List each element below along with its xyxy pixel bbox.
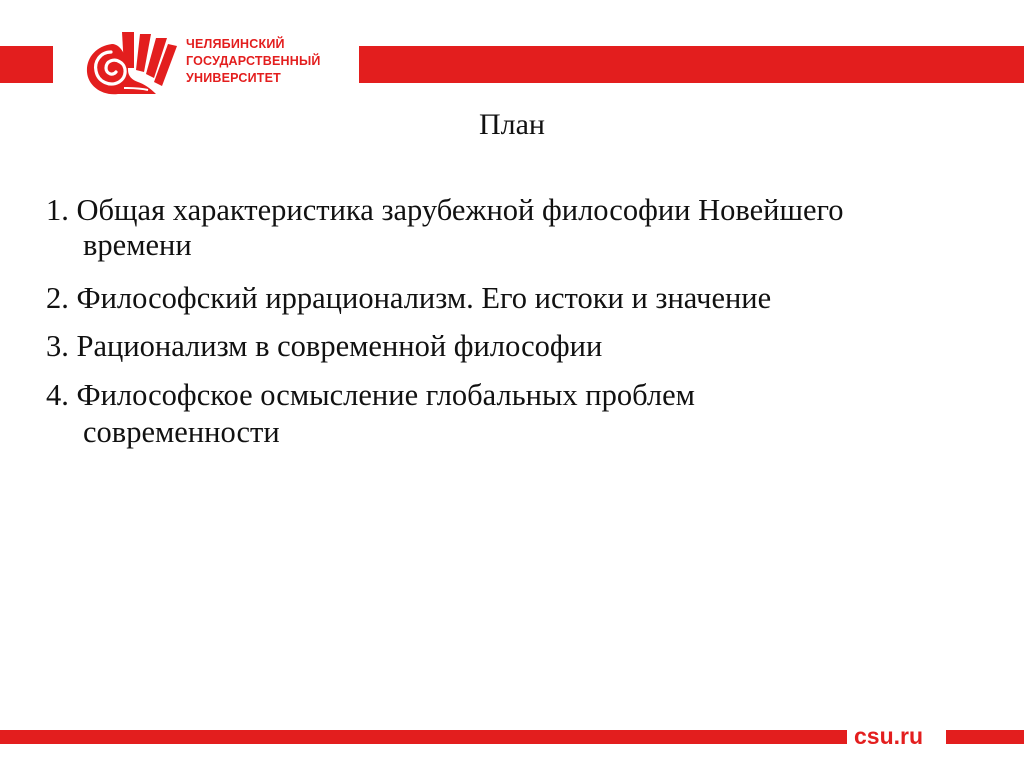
plan-item-1-line-2: времени bbox=[83, 228, 192, 262]
header-bar-right bbox=[359, 46, 1024, 83]
header-bar-left bbox=[0, 46, 53, 83]
footer-bar-left bbox=[0, 730, 847, 744]
slide-title-container bbox=[0, 108, 1024, 142]
slide-title: План bbox=[478, 108, 545, 141]
footer-bar-right bbox=[946, 730, 1024, 744]
plan-item-4-line-2: современности bbox=[83, 415, 280, 449]
site-link[interactable]: csu.ru bbox=[854, 723, 924, 749]
plan-item-1-line-1: 1. Общая характеристика зарубежной философии Новейшего bbox=[46, 193, 844, 227]
plan-item-3: 3. Рационализм в современной философии bbox=[46, 329, 603, 363]
university-name-line-1: ЧЕЛЯБИНСКИЙ bbox=[186, 37, 285, 51]
plan-item-4-line-1: 4. Философское осмысление глобальных проблем bbox=[46, 378, 695, 412]
university-name bbox=[186, 36, 321, 87]
university-name-line-2: ГОСУДАРСТВЕННЫЙ bbox=[186, 54, 321, 68]
spiral-shell-logo-icon bbox=[84, 30, 178, 98]
plan-item-2: 2. Философский иррационализм. Его истоки и значение bbox=[46, 281, 772, 315]
university-name-line-3: УНИВЕРСИТЕТ bbox=[186, 71, 281, 85]
